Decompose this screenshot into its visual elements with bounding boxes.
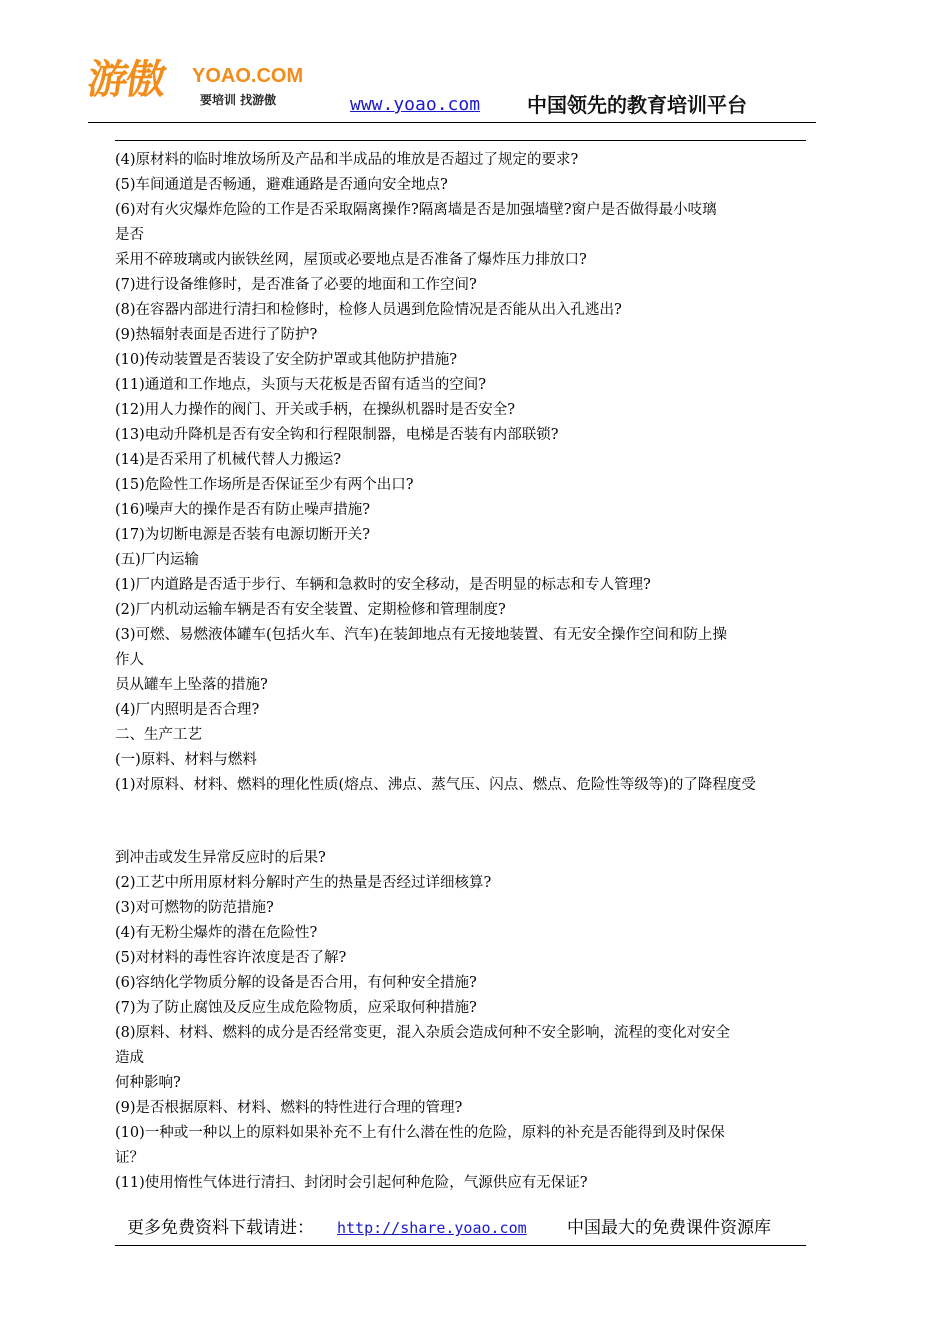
logo-english-text: YOAO.COM bbox=[192, 65, 304, 87]
body-line: 造成 bbox=[115, 1050, 144, 1066]
body-line: (5)对材料的毒性容许浓度是否了解? bbox=[115, 950, 347, 966]
body-line: 采用不碎玻璃或内嵌铁丝网，屋顶或必要地点是否准备了爆炸压力排放口? bbox=[115, 252, 587, 268]
site-url-link[interactable]: www.yoao.com bbox=[350, 94, 481, 115]
body-line: 到冲击或发生异常反应时的后果? bbox=[115, 850, 326, 866]
body-line: (12)用人力操作的阀门、开关或手柄，在操纵机器时是否安全? bbox=[115, 402, 516, 418]
body-line: (6)容纳化学物质分解的设备是否合用，有何种安全措施? bbox=[115, 975, 477, 991]
body-line: (7)为了防止腐蚀及反应生成危险物质，应采取何种措施? bbox=[115, 1000, 477, 1016]
logo-slogan: 要培训 找游傲 bbox=[200, 93, 277, 107]
body-line: (16)噪声大的操作是否有防止噪声措施? bbox=[115, 502, 371, 518]
body-line: (9)是否根据原料、材料、燃料的特性进行合理的管理? bbox=[115, 1100, 463, 1116]
body-line: 证？ bbox=[115, 1150, 144, 1166]
body-line: 是否 bbox=[115, 227, 144, 243]
body-line: (2)工艺中所用原材料分解时产生的热量是否经过详细核算? bbox=[115, 875, 492, 891]
body-line: (10)一种或一种以上的原料如果补充不上有什么潜在性的危险，原料的补充是否能得到及时保保 bbox=[115, 1125, 725, 1141]
body-block-a bbox=[115, 148, 815, 798]
body-block-b bbox=[115, 846, 815, 1196]
header-divider-lower bbox=[115, 140, 806, 141]
body-line: (13)电动升降机是否有安全钩和行程限制器，电梯是否装有内部联锁? bbox=[115, 427, 559, 443]
body-line: 员从罐车上坠落的措施? bbox=[115, 677, 268, 693]
section-heading: 二、生产工艺 bbox=[115, 727, 202, 743]
body-line: (2)厂内机动运输车辆是否有安全装置、定期检修和管理制度? bbox=[115, 602, 506, 618]
body-line: (11)使用惰性气体进行清扫、封闭时会引起何种危险，气源供应有无保证? bbox=[115, 1175, 588, 1191]
footer-share-link[interactable]: http://share.yoao.com bbox=[337, 1219, 527, 1237]
body-line: (15)危险性工作场所是否保证至少有两个出口? bbox=[115, 477, 414, 493]
page-header bbox=[0, 0, 950, 140]
body-line: (1)对原料、材料、燃料的理化性质(熔点、沸点、蒸气压、闪点、燃点、危险性等级等)的了降程度受 bbox=[115, 777, 756, 793]
body-line: (14)是否采用了机械代替人力搬运? bbox=[115, 452, 342, 468]
body-line: (5)车间通道是否畅通，避难通路是否通向安全地点? bbox=[115, 177, 448, 193]
footer-prefix-text: 更多免费资料下载请进： bbox=[127, 1218, 314, 1238]
page-footer bbox=[0, 1212, 950, 1252]
footer-divider bbox=[115, 1245, 806, 1246]
body-line: (3)对可燃物的防范措施? bbox=[115, 900, 274, 916]
body-line: (4)有无粉尘爆炸的潜在危险性? bbox=[115, 925, 318, 941]
body-line: (1)厂内道路是否适于步行、车辆和急救时的安全移动，是否明显的标志和专人管理? bbox=[115, 577, 651, 593]
document-body bbox=[115, 148, 815, 1196]
body-line: (17)为切断电源是否装有电源切断开关? bbox=[115, 527, 371, 543]
body-line: (4)原材料的临时堆放场所及产品和半成品的堆放是否超过了规定的要求? bbox=[115, 152, 579, 168]
body-line: (4)厂内照明是否合理? bbox=[115, 702, 260, 718]
body-line: (11)通道和工作地点，头顶与天花板是否留有适当的空间? bbox=[115, 377, 487, 393]
logo-chinese-text: 游傲 bbox=[84, 57, 168, 103]
body-line: (7)进行设备维修时，是否准备了必要的地面和工作空间? bbox=[115, 277, 477, 293]
section-heading: (五)厂内运输 bbox=[115, 552, 199, 568]
site-tagline: 中国领先的教育培训平台 bbox=[527, 93, 747, 117]
body-line: 何种影响? bbox=[115, 1075, 181, 1091]
body-line: (8)在容器内部进行清扫和检修时，检修人员遇到危险情况是否能从出入孔逃出? bbox=[115, 302, 622, 318]
body-line: (3)可燃、易燃液体罐车(包括火车、汽车)在装卸地点有无接地装置、有无安全操作空间和防上操 bbox=[115, 627, 727, 643]
body-line: (8)原料、材料、燃料的成分是否经常变更，混入杂质会造成何种不安全影响，流程的变化对安全 bbox=[115, 1025, 731, 1041]
body-line: (10)传动装置是否装设了安全防护罩或其他防护措施? bbox=[115, 352, 458, 368]
header-divider bbox=[88, 122, 816, 123]
body-line: 作人 bbox=[115, 652, 144, 668]
body-line: (6)对有火灾爆炸危险的工作是否采取隔离操作?隔离墙是否是加强墙壁?窗户是否做得最小吱璃 bbox=[115, 202, 717, 218]
yoao-logo[interactable] bbox=[84, 57, 308, 116]
paragraph-gap bbox=[115, 798, 815, 846]
body-line: (9)热辐射表面是否进行了防护? bbox=[115, 327, 318, 343]
section-heading: (一)原料、材料与燃料 bbox=[115, 752, 257, 768]
footer-tagline: 中国最大的免费课件资源库 bbox=[567, 1218, 771, 1238]
